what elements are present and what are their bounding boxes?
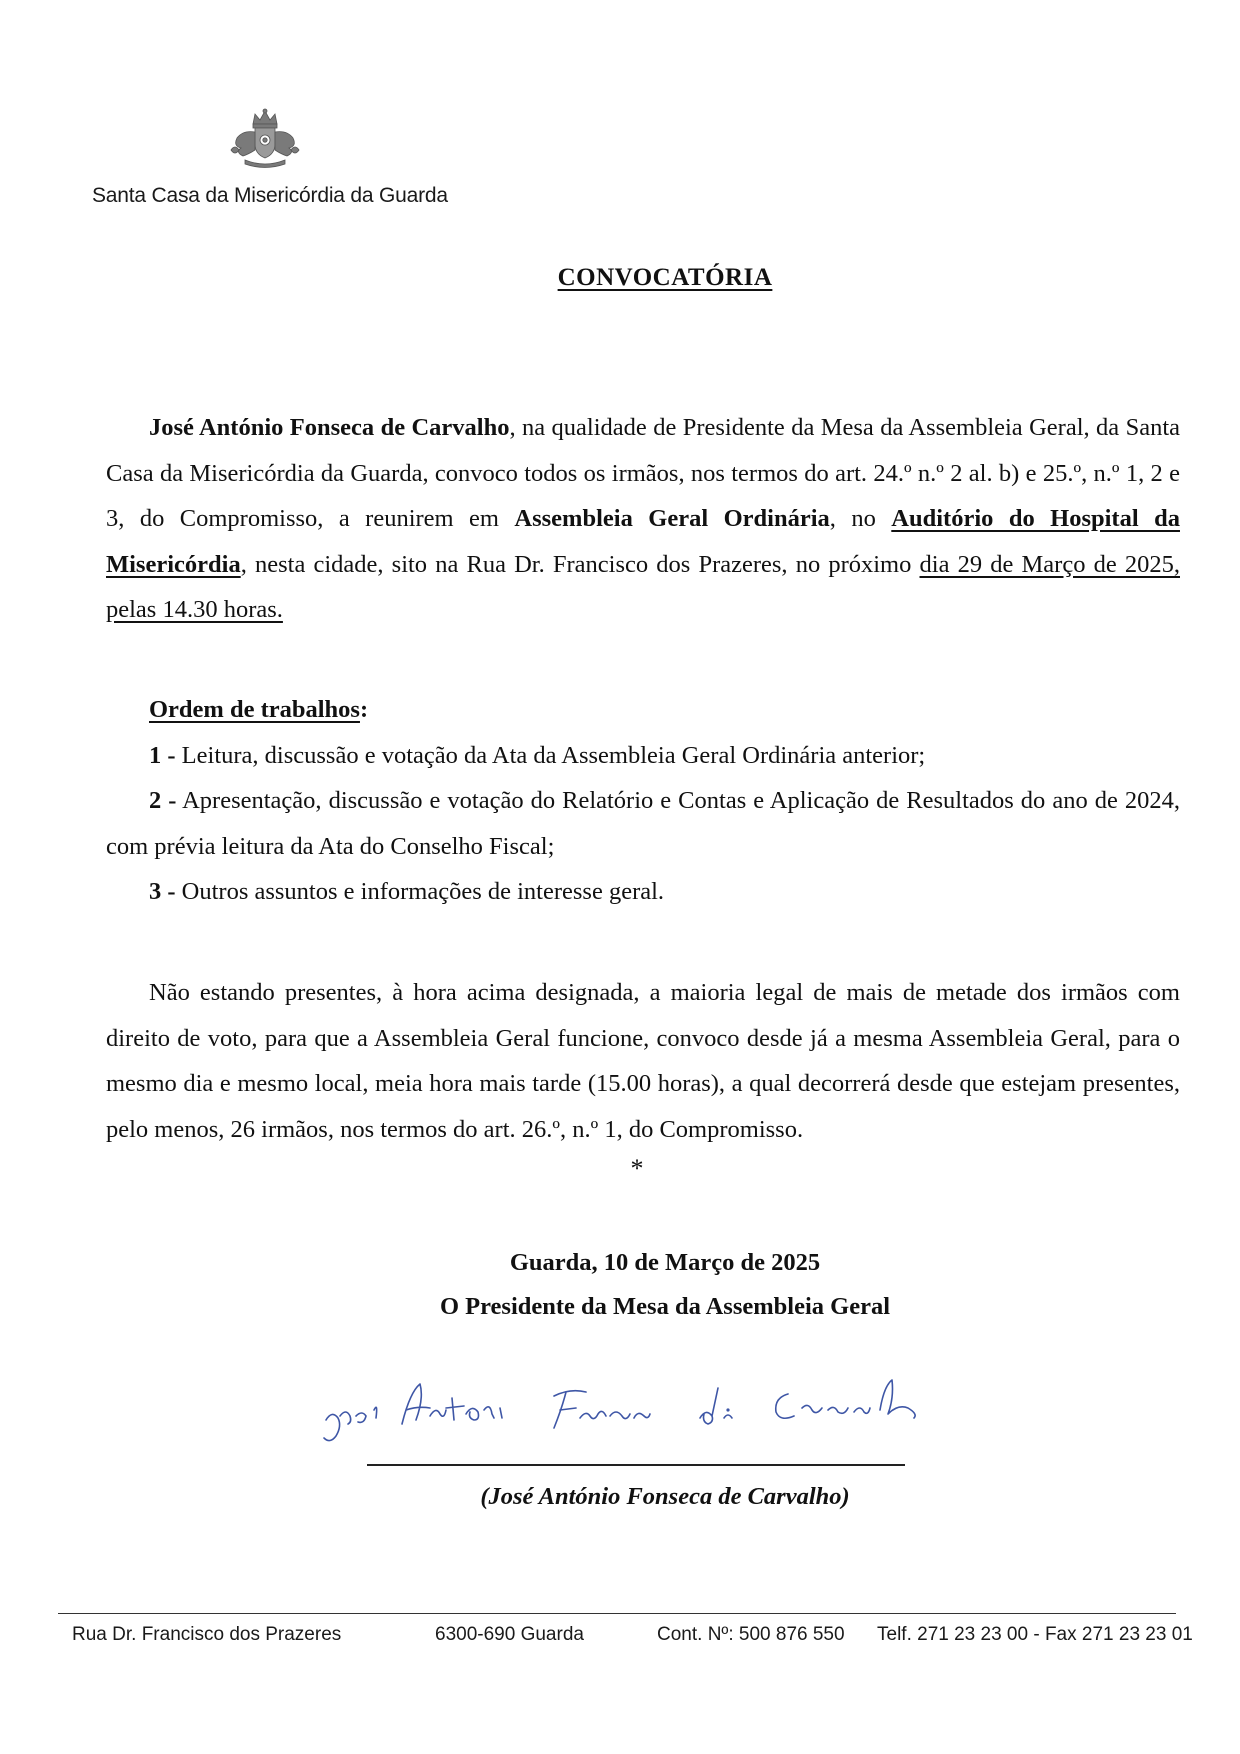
footer-address: Rua Dr. Francisco dos Prazeres	[72, 1624, 342, 1645]
assembly-type: Assembleia Geral Ordinária	[514, 505, 830, 532]
handwritten-signature	[318, 1358, 938, 1448]
footer-phone-fax: Telf. 271 23 23 00 - Fax 271 23 23 01	[877, 1624, 1193, 1645]
footer-divider	[58, 1613, 1176, 1614]
intro-text-2: , no	[829, 505, 892, 532]
agenda-item	[106, 869, 1180, 915]
quorum-text: Não estando presentes, à hora acima designada, a maioria legal de mais de metade dos irmãos com direito de voto, para que a Assembleia Geral funcione, convoco desde já a mesma Assembleia Geral, para o mesmo dia e mesmo local, meia hora mais tarde (15.00 horas), a qual decorrerá desde que estejam presentes, pelo menos, 26 irmãos, nos termos do art. 26.º, n.º 1, do Compromisso.	[106, 979, 1180, 1143]
separator-asterisk: *	[630, 1154, 644, 1183]
venue: Auditório do Hospital da Misericórdia	[106, 505, 1180, 578]
crest-icon	[225, 108, 305, 170]
agenda-item-number: 1 -	[149, 741, 176, 769]
agenda-item-text: Outros assuntos e informações de interesse geral.	[175, 878, 665, 905]
agenda-heading-colon: :	[359, 696, 369, 723]
agenda-item-text: Leitura, discussão e votação da Ata da Assembleia Geral Ordinária anterior;	[175, 741, 926, 769]
agenda-item-text: Apresentação, discussão e votação do Relatório e Contas e Aplicação de Resultados do ano de 2024, com prévia leitura da Ata do Conselho Fiscal;	[106, 787, 1180, 860]
agenda-item	[106, 778, 1180, 869]
document-title: CONVOCATÓRIA	[557, 264, 773, 291]
agenda-heading: Ordem de trabalhos	[149, 696, 360, 723]
signature-line	[367, 1464, 905, 1466]
agenda-item	[106, 733, 1180, 779]
agenda	[106, 687, 1180, 915]
organization-name: Santa Casa da Misericórdia da Guarda	[92, 184, 448, 207]
place-date: Guarda, 10 de Março de 2025	[509, 1249, 821, 1276]
president-name: José António Fonseca de Carvalho	[149, 414, 510, 441]
meeting-date-time: dia 29 de Março de 2025, pelas 14.30 horas.	[106, 550, 1180, 623]
intro-text-1: , na qualidade de Presidente da Mesa da Assembleia Geral, da Santa Casa da Misericórdia da Guarda, convoco todos os irmãos, nos termos do art. 24.º n.º 2 al. b) e 25.º, n.º 1, 2 e 3, do Compromisso, a reunirem em	[106, 414, 1180, 532]
signer-role: O Presidente da Mesa da Assembleia Geral	[439, 1293, 891, 1320]
agenda-item-number: 3 -	[149, 878, 176, 905]
agenda-item-number: 2 -	[149, 787, 177, 814]
quorum-paragraph	[106, 970, 1180, 1152]
footer-tax-id: Cont. Nº: 500 876 550	[657, 1624, 845, 1645]
intro-paragraph	[106, 405, 1180, 633]
intro-text-3: , nesta cidade, sito na Rua Dr. Francisco dos Prazeres, no próximo	[240, 550, 920, 578]
footer-postal-code: 6300-690 Guarda	[435, 1624, 584, 1645]
signer-name: (José António Fonseca de Carvalho)	[480, 1483, 850, 1510]
